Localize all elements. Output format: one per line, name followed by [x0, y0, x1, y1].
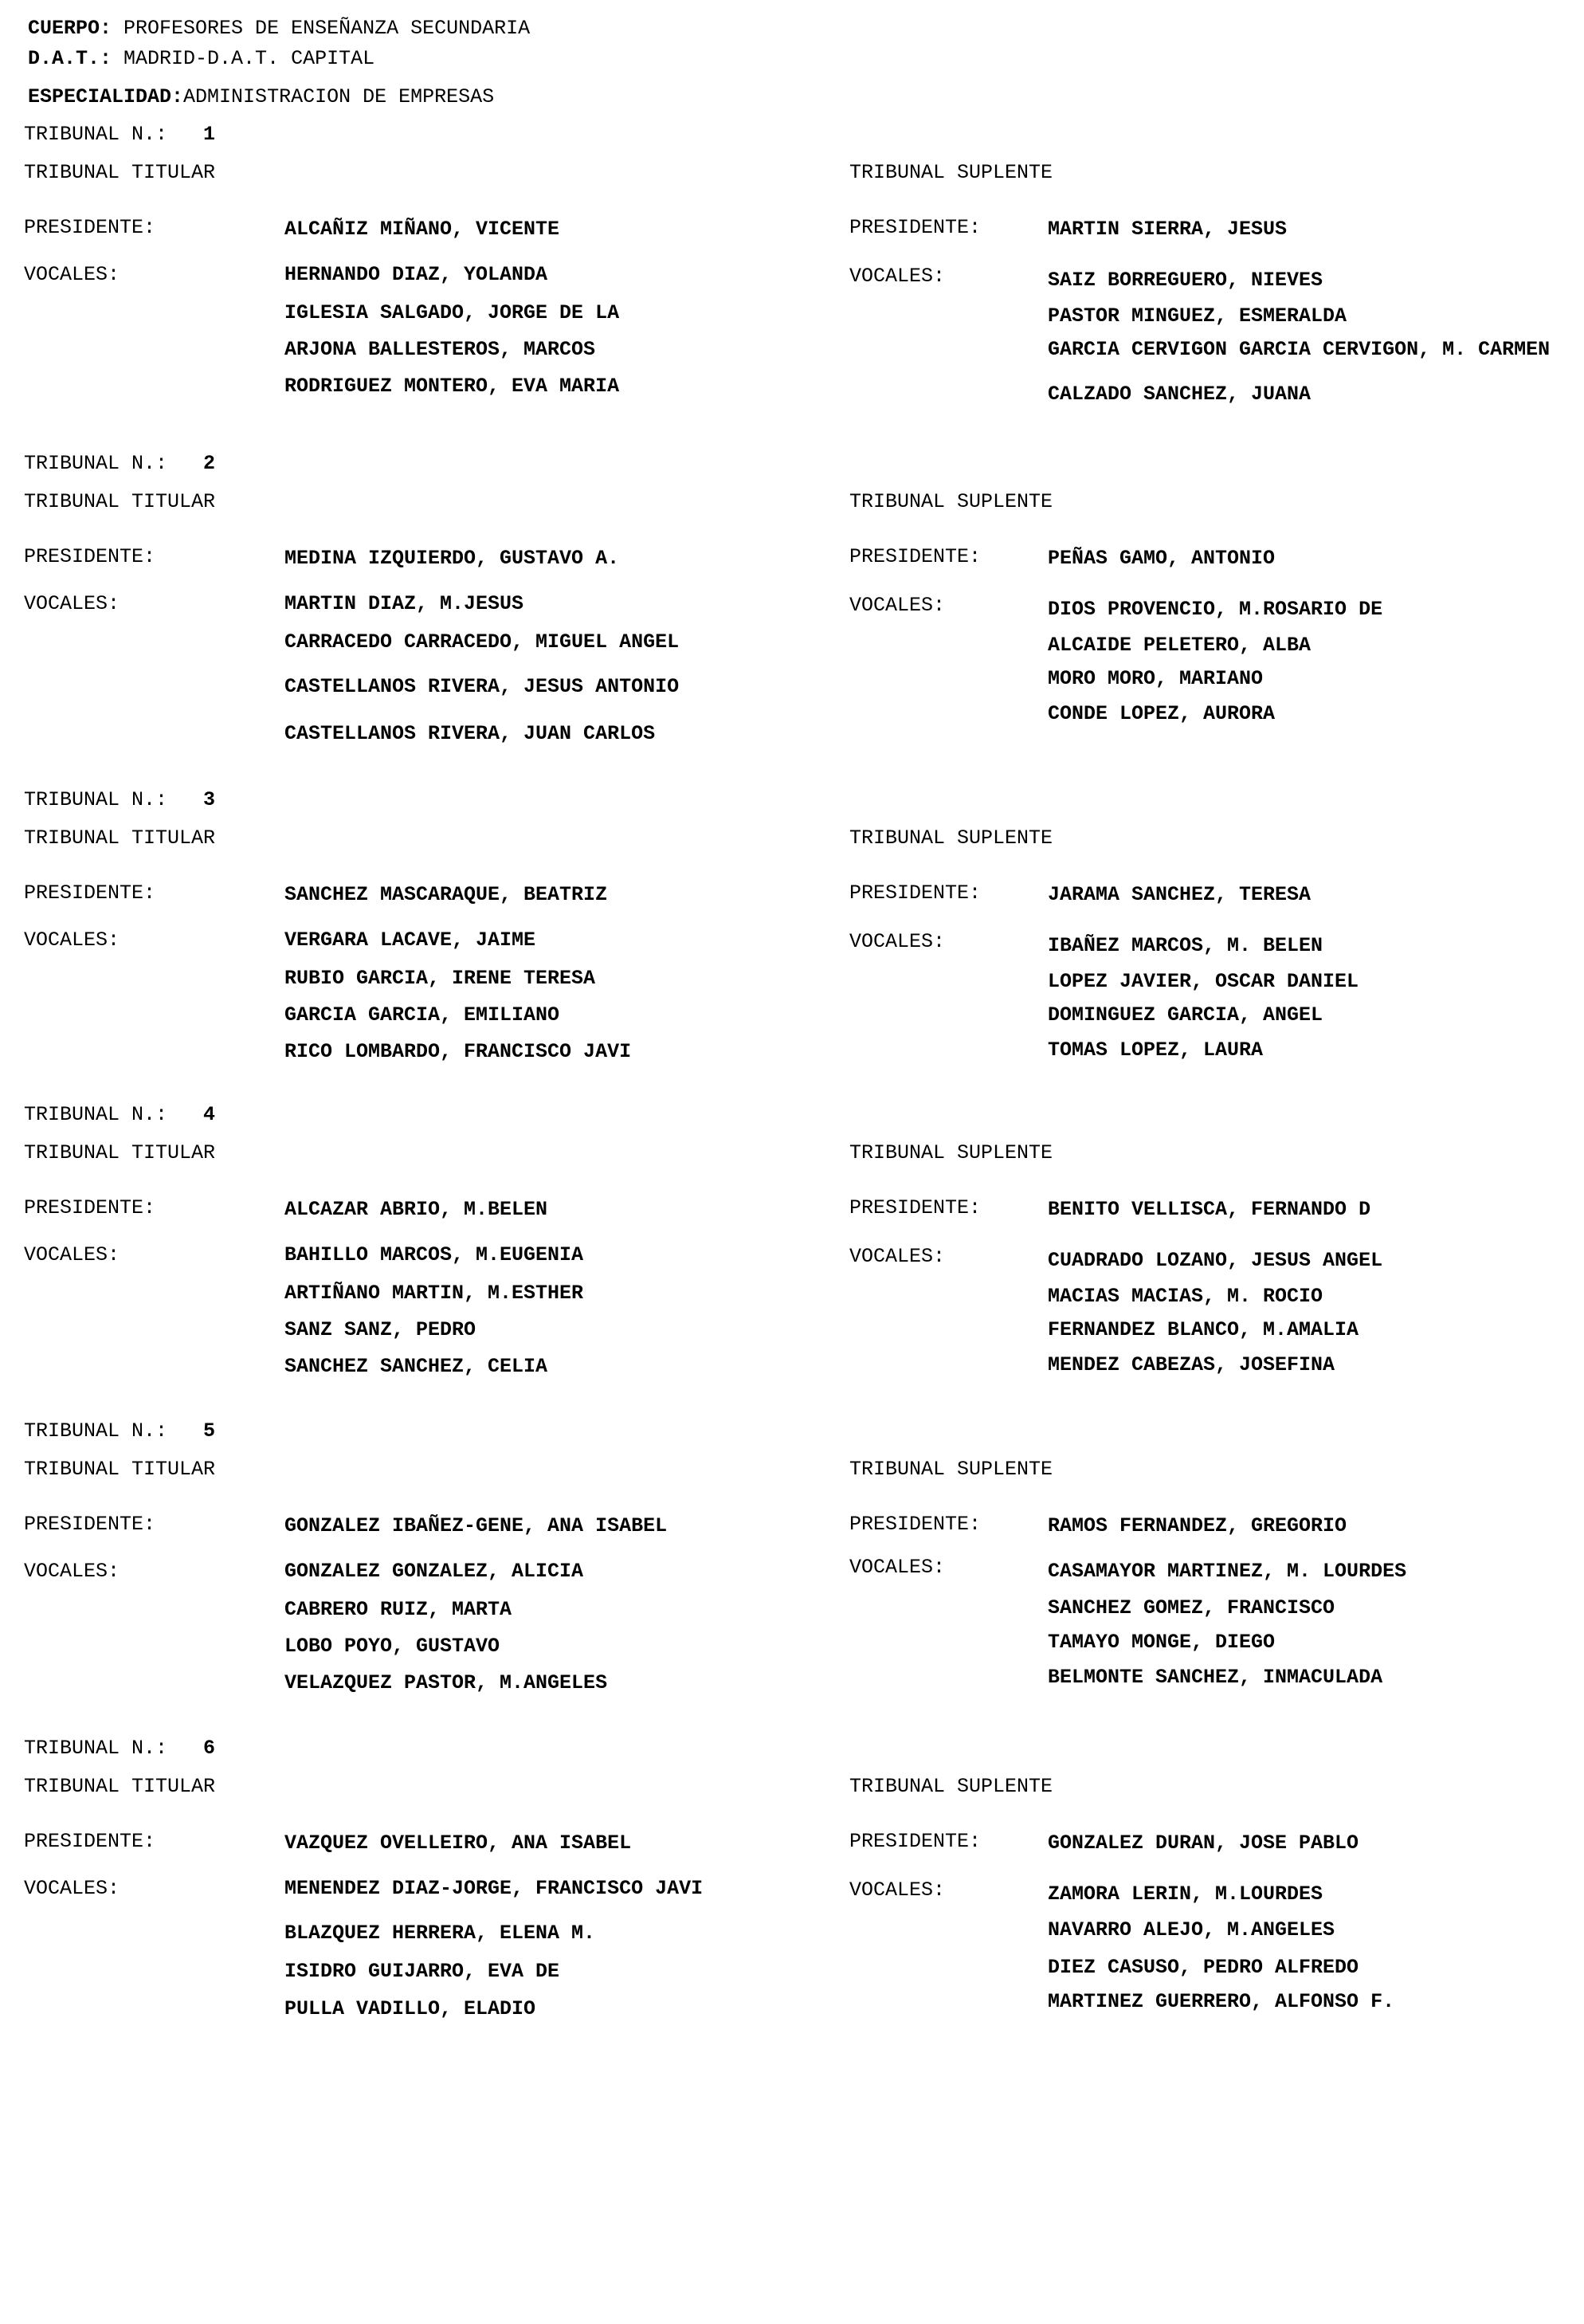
- tribunal-block: [0, 124, 1584, 434]
- titular-vocal-name: HERNANDO DIAZ, YOLANDA: [284, 263, 548, 286]
- titular-vocal-name: RUBIO GARCIA, IRENE TERESA: [284, 967, 596, 990]
- titular-vocal-name: MARTIN DIAZ, M.JESUS: [284, 592, 524, 615]
- tribunal-titular-heading: TRIBUNAL TITULAR: [24, 490, 216, 513]
- tribunal-suplente-heading: TRIBUNAL SUPLENTE: [849, 1141, 1053, 1164]
- suplente-presidente-label: PRESIDENTE:: [849, 545, 982, 568]
- suplente-presidente-name: PEÑAS GAMO, ANTONIO: [1048, 547, 1276, 570]
- tribunal-number-line: [24, 1104, 215, 1125]
- titular-presidente-name: ALCAZAR ABRIO, M.BELEN: [284, 1198, 548, 1221]
- suplente-presidente-name: JARAMA SANCHEZ, TERESA: [1048, 883, 1312, 906]
- titular-presidente-name: VAZQUEZ OVELLEIRO, ANA ISABEL: [284, 1831, 632, 1855]
- tribunal-number-label: TRIBUNAL N.:: [24, 123, 168, 146]
- titular-vocales-label: VOCALES:: [24, 1877, 120, 1900]
- tribunal-number: 3: [203, 788, 216, 811]
- suplente-presidente-name: MARTIN SIERRA, JESUS: [1048, 218, 1288, 241]
- suplente-presidente-label: PRESIDENTE:: [849, 1830, 982, 1853]
- dat-value: MADRID-D.A.T. CAPITAL: [112, 47, 375, 70]
- suplente-names: [1048, 1737, 1566, 2048]
- titular-names: [284, 453, 763, 764]
- titular-presidente-name: MEDINA IZQUIERDO, GUSTAVO A.: [284, 547, 620, 570]
- tribunal-number-label: TRIBUNAL N.:: [24, 452, 168, 475]
- suplente-names: [1048, 1420, 1566, 1731]
- tribunal-suplente-heading: TRIBUNAL SUPLENTE: [849, 161, 1053, 184]
- tribunal-suplente-heading: TRIBUNAL SUPLENTE: [849, 826, 1053, 850]
- titular-vocal-name: RICO LOMBARDO, FRANCISCO JAVI: [284, 1040, 632, 1063]
- titular-vocal-name: BAHILLO MARCOS, M.EUGENIA: [284, 1243, 584, 1266]
- suplente-vocal-name: FERNANDEZ BLANCO, M.AMALIA: [1048, 1318, 1359, 1341]
- tribunal-number-label: TRIBUNAL N.:: [24, 1103, 168, 1126]
- suplente-vocal-name: MACIAS MACIAS, M. ROCIO: [1048, 1285, 1323, 1308]
- suplente-vocal-name: CONDE LOPEZ, AURORA: [1048, 702, 1276, 725]
- titular-vocal-name: ISIDRO GUIJARRO, EVA DE: [284, 1960, 560, 1983]
- titular-presidente-name: GONZALEZ IBAÑEZ-GENE, ANA ISABEL: [284, 1514, 668, 1537]
- titular-vocal-name: GARCIA GARCIA, EMILIANO: [284, 1003, 560, 1027]
- suplente-vocales-label: VOCALES:: [849, 594, 946, 617]
- cuerpo-label: CUERPO:: [28, 17, 112, 40]
- titular-vocal-name: RODRIGUEZ MONTERO, EVA MARIA: [284, 375, 620, 398]
- titular-vocales-label: VOCALES:: [24, 928, 120, 952]
- suplente-presidente-label: PRESIDENTE:: [849, 1196, 982, 1219]
- titular-vocal-name: SANCHEZ SANCHEZ, CELIA: [284, 1355, 548, 1378]
- tribunal-titular-heading: TRIBUNAL TITULAR: [24, 1775, 216, 1798]
- cuerpo-line: [28, 18, 530, 39]
- titular-vocal-name: PULLA VADILLO, ELADIO: [284, 1997, 536, 2020]
- titular-vocal-name: LOBO POYO, GUSTAVO: [284, 1635, 500, 1658]
- suplente-presidente-label: PRESIDENTE:: [849, 216, 982, 239]
- suplente-names: [1048, 789, 1566, 1100]
- titular-vocales-label: VOCALES:: [24, 1243, 120, 1266]
- titular-vocal-name: CASTELLANOS RIVERA, JUAN CARLOS: [284, 722, 656, 745]
- titular-presidente-label: PRESIDENTE:: [24, 881, 156, 905]
- suplente-vocal-name: CASAMAYOR MARTINEZ, M. LOURDES: [1048, 1560, 1407, 1583]
- titular-vocal-name: IGLESIA SALGADO, JORGE DE LA: [284, 301, 620, 324]
- tribunal-block: [0, 453, 1584, 764]
- suplente-presidente-label: PRESIDENTE:: [849, 881, 982, 905]
- suplente-vocal-name: IBAÑEZ MARCOS, M. BELEN: [1048, 934, 1323, 957]
- dat-line: [28, 48, 374, 69]
- titular-presidente-label: PRESIDENTE:: [24, 1830, 156, 1853]
- suplente-presidente-label: PRESIDENTE:: [849, 1513, 982, 1536]
- tribunal-suplente-heading: TRIBUNAL SUPLENTE: [849, 1458, 1053, 1481]
- tribunal-titular-heading: TRIBUNAL TITULAR: [24, 161, 216, 184]
- tribunal-suplente-heading: TRIBUNAL SUPLENTE: [849, 1775, 1053, 1798]
- suplente-vocales-label: VOCALES:: [849, 930, 946, 953]
- tribunal-block: [0, 1737, 1584, 2048]
- suplente-vocal-name: ALCAIDE PELETERO, ALBA: [1048, 634, 1312, 657]
- tribunal-block: [0, 1104, 1584, 1415]
- tribunal-number: 5: [203, 1419, 216, 1443]
- tribunal-number-label: TRIBUNAL N.:: [24, 788, 168, 811]
- suplente-vocal-name: BELMONTE SANCHEZ, INMACULADA: [1048, 1666, 1383, 1689]
- suplente-names: [1048, 124, 1566, 434]
- especialidad-value: ADMINISTRACION DE EMPRESAS: [183, 85, 495, 108]
- tribunal-number: 4: [203, 1103, 216, 1126]
- titular-names: [284, 124, 763, 434]
- titular-vocal-name: ARJONA BALLESTEROS, MARCOS: [284, 338, 596, 361]
- suplente-vocal-name: CUADRADO LOZANO, JESUS ANGEL: [1048, 1249, 1383, 1272]
- suplente-vocales-label: VOCALES:: [849, 265, 946, 288]
- tribunal-suplente-heading: TRIBUNAL SUPLENTE: [849, 490, 1053, 513]
- titular-vocales-label: VOCALES:: [24, 1560, 120, 1583]
- tribunal-number: 6: [203, 1737, 216, 1760]
- especialidad-label: ESPECIALIDAD:: [28, 85, 184, 108]
- titular-vocal-name: VELAZQUEZ PASTOR, M.ANGELES: [284, 1671, 608, 1694]
- suplente-vocal-name: CALZADO SANCHEZ, JUANA: [1048, 383, 1312, 406]
- tribunal-number-line: [24, 124, 215, 145]
- tribunal-number-label: TRIBUNAL N.:: [24, 1419, 168, 1443]
- titular-names: [284, 1104, 763, 1415]
- titular-presidente-name: SANCHEZ MASCARAQUE, BEATRIZ: [284, 883, 608, 906]
- tribunal-titular-heading: TRIBUNAL TITULAR: [24, 1141, 216, 1164]
- suplente-vocal-name: MORO MORO, MARIANO: [1048, 667, 1264, 690]
- suplente-vocales-label: VOCALES:: [849, 1245, 946, 1268]
- suplente-vocal-name: SAIZ BORREGUERO, NIEVES: [1048, 269, 1323, 292]
- titular-presidente-label: PRESIDENTE:: [24, 1196, 156, 1219]
- suplente-vocal-name: LOPEZ JAVIER, OSCAR DANIEL: [1048, 970, 1359, 993]
- titular-vocal-name: CABRERO RUIZ, MARTA: [284, 1598, 512, 1621]
- especialidad-line: [28, 86, 494, 108]
- suplente-vocal-name: GARCIA CERVIGON GARCIA CERVIGON, M. CARMEN: [1048, 338, 1551, 361]
- tribunal-titular-heading: TRIBUNAL TITULAR: [24, 826, 216, 850]
- titular-presidente-label: PRESIDENTE:: [24, 216, 156, 239]
- titular-presidente-label: PRESIDENTE:: [24, 545, 156, 568]
- suplente-names: [1048, 453, 1566, 764]
- suplente-names: [1048, 1104, 1566, 1415]
- dat-label: D.A.T.:: [28, 47, 112, 70]
- suplente-vocal-name: NAVARRO ALEJO, M.ANGELES: [1048, 1918, 1335, 1941]
- suplente-presidente-name: GONZALEZ DURAN, JOSE PABLO: [1048, 1831, 1359, 1855]
- tribunal-titular-heading: TRIBUNAL TITULAR: [24, 1458, 216, 1481]
- tribunal-block: [0, 789, 1584, 1100]
- suplente-vocal-name: MENDEZ CABEZAS, JOSEFINA: [1048, 1353, 1335, 1376]
- suplente-vocales-label: VOCALES:: [849, 1878, 946, 1902]
- cuerpo-value: PROFESORES DE ENSEÑANZA SECUNDARIA: [112, 17, 531, 40]
- titular-vocal-name: MENENDEZ DIAZ-JORGE, FRANCISCO JAVI: [284, 1877, 704, 1900]
- titular-presidente-name: ALCAÑIZ MIÑANO, VICENTE: [284, 218, 560, 241]
- tribunal-number-line: [24, 453, 215, 474]
- titular-vocal-name: BLAZQUEZ HERRERA, ELENA M.: [284, 1922, 596, 1945]
- suplente-vocal-name: DOMINGUEZ GARCIA, ANGEL: [1048, 1003, 1323, 1027]
- suplente-vocal-name: DIEZ CASUSO, PEDRO ALFREDO: [1048, 1956, 1359, 1979]
- suplente-vocal-name: TAMAYO MONGE, DIEGO: [1048, 1631, 1276, 1654]
- suplente-vocal-name: ZAMORA LERIN, M.LOURDES: [1048, 1882, 1323, 1906]
- suplente-presidente-name: RAMOS FERNANDEZ, GREGORIO: [1048, 1514, 1347, 1537]
- titular-vocales-label: VOCALES:: [24, 263, 120, 286]
- titular-vocal-name: CASTELLANOS RIVERA, JESUS ANTONIO: [284, 675, 680, 698]
- suplente-vocal-name: SANCHEZ GOMEZ, FRANCISCO: [1048, 1596, 1335, 1619]
- tribunal-number-line: [24, 789, 215, 811]
- titular-vocal-name: SANZ SANZ, PEDRO: [284, 1318, 476, 1341]
- suplente-vocal-name: MARTINEZ GUERRERO, ALFONSO F.: [1048, 1990, 1395, 2013]
- tribunal-number-line: [24, 1420, 215, 1442]
- titular-vocal-name: GONZALEZ GONZALEZ, ALICIA: [284, 1560, 584, 1583]
- suplente-vocal-name: PASTOR MINGUEZ, ESMERALDA: [1048, 304, 1347, 328]
- titular-names: [284, 1420, 763, 1731]
- titular-names: [284, 789, 763, 1100]
- titular-vocal-name: ARTIÑANO MARTIN, M.ESTHER: [284, 1282, 584, 1305]
- suplente-vocales-label: VOCALES:: [849, 1556, 946, 1579]
- suplente-vocal-name: DIOS PROVENCIO, M.ROSARIO DE: [1048, 598, 1383, 621]
- tribunal-number: 1: [203, 123, 216, 146]
- titular-names: [284, 1737, 763, 2048]
- tribunal-number-line: [24, 1737, 215, 1759]
- titular-presidente-label: PRESIDENTE:: [24, 1513, 156, 1536]
- titular-vocal-name: VERGARA LACAVE, JAIME: [284, 928, 536, 952]
- titular-vocales-label: VOCALES:: [24, 592, 120, 615]
- tribunal-number: 2: [203, 452, 216, 475]
- suplente-presidente-name: BENITO VELLISCA, FERNANDO D: [1048, 1198, 1371, 1221]
- suplente-vocal-name: TOMAS LOPEZ, LAURA: [1048, 1038, 1264, 1062]
- tribunal-block: [0, 1420, 1584, 1731]
- tribunal-number-label: TRIBUNAL N.:: [24, 1737, 168, 1760]
- titular-vocal-name: CARRACEDO CARRACEDO, MIGUEL ANGEL: [284, 630, 680, 654]
